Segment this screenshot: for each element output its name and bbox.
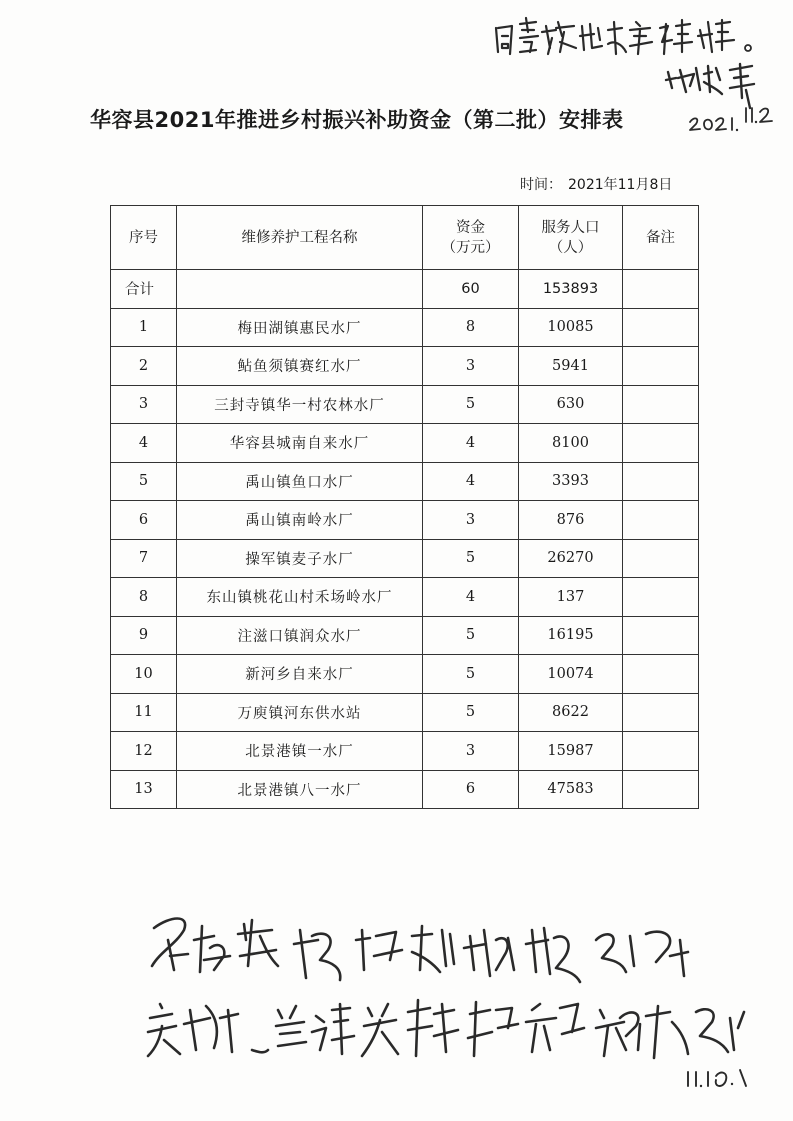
row-seq: 1 bbox=[111, 308, 177, 347]
row-name: 新河乡自来水厂 bbox=[177, 655, 423, 694]
table-row bbox=[111, 616, 699, 655]
row-name: 三封寺镇华一村农林水厂 bbox=[177, 385, 423, 424]
row-funds: 3 bbox=[423, 347, 519, 386]
table-header-row bbox=[111, 206, 699, 270]
row-funds: 4 bbox=[423, 424, 519, 463]
row-note bbox=[623, 655, 699, 694]
table-row bbox=[111, 385, 699, 424]
row-name: 华容县城南自来水厂 bbox=[177, 424, 423, 463]
row-funds: 3 bbox=[423, 732, 519, 771]
row-note bbox=[623, 501, 699, 540]
total-label: 合计 bbox=[111, 270, 177, 309]
total-funds: 60 bbox=[423, 270, 519, 309]
row-note bbox=[623, 732, 699, 771]
row-note bbox=[623, 616, 699, 655]
row-funds: 8 bbox=[423, 308, 519, 347]
row-seq: 9 bbox=[111, 616, 177, 655]
row-population: 137 bbox=[519, 578, 623, 617]
row-funds: 5 bbox=[423, 385, 519, 424]
row-note bbox=[623, 424, 699, 463]
row-name: 万庾镇河东供水站 bbox=[177, 693, 423, 732]
row-funds: 5 bbox=[423, 539, 519, 578]
row-population: 630 bbox=[519, 385, 623, 424]
row-funds: 3 bbox=[423, 501, 519, 540]
row-population: 15987 bbox=[519, 732, 623, 771]
row-population: 47583 bbox=[519, 770, 623, 809]
row-seq: 3 bbox=[111, 385, 177, 424]
row-population: 3393 bbox=[519, 462, 623, 501]
header-funds bbox=[423, 206, 519, 270]
row-funds: 4 bbox=[423, 578, 519, 617]
row-seq: 4 bbox=[111, 424, 177, 463]
row-note bbox=[623, 462, 699, 501]
row-note bbox=[623, 770, 699, 809]
row-note bbox=[623, 308, 699, 347]
row-seq: 10 bbox=[111, 655, 177, 694]
table-row bbox=[111, 424, 699, 463]
table-total-row bbox=[111, 270, 699, 309]
row-name: 东山镇桃花山村禾场岭水厂 bbox=[177, 578, 423, 617]
row-population: 5941 bbox=[519, 347, 623, 386]
row-seq: 5 bbox=[111, 462, 177, 501]
row-note bbox=[623, 347, 699, 386]
total-name-cell bbox=[177, 270, 423, 309]
header-population-line1: 服务人口 bbox=[541, 219, 600, 236]
row-population: 876 bbox=[519, 501, 623, 540]
header-funds-line1: 资金 bbox=[456, 219, 485, 236]
header-population-line2: （人） bbox=[548, 239, 593, 256]
header-note: 备注 bbox=[623, 206, 699, 270]
row-name: 鲇鱼须镇赛红水厂 bbox=[177, 347, 423, 386]
table-row bbox=[111, 308, 699, 347]
table-body bbox=[111, 308, 699, 809]
table-row bbox=[111, 347, 699, 386]
row-funds: 5 bbox=[423, 693, 519, 732]
row-name: 注滋口镇润众水厂 bbox=[177, 616, 423, 655]
table-row bbox=[111, 693, 699, 732]
table-row bbox=[111, 655, 699, 694]
header-funds-line2: （万元） bbox=[441, 239, 500, 256]
funds-allocation-table bbox=[110, 205, 699, 809]
row-funds: 4 bbox=[423, 462, 519, 501]
row-seq: 12 bbox=[111, 732, 177, 771]
row-seq: 8 bbox=[111, 578, 177, 617]
table-row bbox=[111, 539, 699, 578]
row-name: 禹山镇南岭水厂 bbox=[177, 501, 423, 540]
row-note bbox=[623, 578, 699, 617]
row-note bbox=[623, 539, 699, 578]
header-name: 维修养护工程名称 bbox=[177, 206, 423, 270]
table-row bbox=[111, 501, 699, 540]
row-seq: 6 bbox=[111, 501, 177, 540]
row-name: 禹山镇鱼口水厂 bbox=[177, 462, 423, 501]
row-seq: 2 bbox=[111, 347, 177, 386]
row-note bbox=[623, 385, 699, 424]
total-population: 153893 bbox=[519, 270, 623, 309]
document-date bbox=[520, 174, 672, 194]
header-population bbox=[519, 206, 623, 270]
row-seq: 13 bbox=[111, 770, 177, 809]
row-seq: 7 bbox=[111, 539, 177, 578]
row-funds: 6 bbox=[423, 770, 519, 809]
row-population: 8100 bbox=[519, 424, 623, 463]
row-name: 北景港镇八一水厂 bbox=[177, 770, 423, 809]
row-population: 10085 bbox=[519, 308, 623, 347]
time-label: 时间： bbox=[520, 177, 562, 193]
row-population: 10074 bbox=[519, 655, 623, 694]
row-name: 操军镇麦子水厂 bbox=[177, 539, 423, 578]
table-row bbox=[111, 578, 699, 617]
row-name: 梅田湖镇惠民水厂 bbox=[177, 308, 423, 347]
handwritten-instruction-note bbox=[140, 900, 780, 1100]
table-row bbox=[111, 462, 699, 501]
row-population: 26270 bbox=[519, 539, 623, 578]
total-note-cell bbox=[623, 270, 699, 309]
header-seq: 序号 bbox=[111, 206, 177, 270]
time-value: 2021年11月8日 bbox=[568, 177, 673, 193]
table-row bbox=[111, 770, 699, 809]
row-population: 8622 bbox=[519, 693, 623, 732]
row-funds: 5 bbox=[423, 655, 519, 694]
row-population: 16195 bbox=[519, 616, 623, 655]
row-note bbox=[623, 693, 699, 732]
row-funds: 5 bbox=[423, 616, 519, 655]
row-name: 北景港镇一水厂 bbox=[177, 732, 423, 771]
document-title: 华容县2021年推进乡村振兴补助资金（第二批）安排表 bbox=[90, 108, 624, 132]
row-seq: 11 bbox=[111, 693, 177, 732]
table-row bbox=[111, 732, 699, 771]
